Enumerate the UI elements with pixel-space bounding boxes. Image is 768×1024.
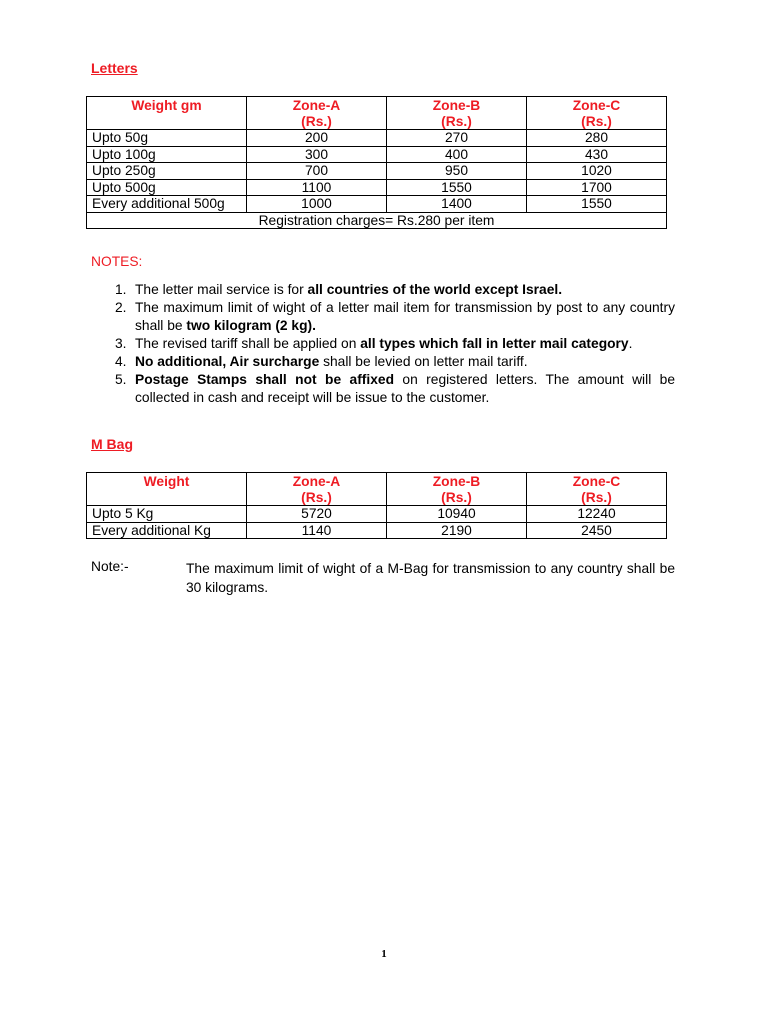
list-number: 5.	[115, 372, 127, 387]
list-item	[105, 299, 675, 335]
mbag-note-label: Note:-	[91, 559, 129, 574]
rate-cell: 1140	[247, 522, 387, 539]
rate-cell: 430	[527, 146, 667, 163]
table-row	[87, 163, 667, 180]
rate-cell: 700	[247, 163, 387, 180]
rate-cell: 1100	[247, 179, 387, 196]
weight-cell: Upto 100g	[87, 146, 247, 163]
note-text: The letter mail service is for	[135, 282, 308, 297]
registration-charges: Registration charges= Rs.280 per item	[87, 212, 667, 229]
rate-cell: 10940	[387, 506, 527, 523]
mbag-header-text: Zone-A	[292, 474, 341, 489]
list-number: 1.	[115, 282, 127, 297]
mbag-header-text: Zone-B	[432, 474, 481, 489]
note-emphasis: two kilogram (2 kg).	[186, 318, 316, 333]
note-text: The maximum limit of wight of a letter mail item for transmission by post to any country shall be	[135, 300, 675, 333]
letters-header-cell	[247, 97, 387, 130]
list-number: 4.	[115, 354, 127, 369]
table-row	[87, 179, 667, 196]
weight-cell: Every additional Kg	[87, 522, 247, 539]
note-text: .	[628, 336, 633, 351]
letters-header-text: Zone-B	[432, 98, 481, 113]
note-text: on registered letters. The amount will be collected in cash and receipt will be issue to the customer.	[135, 372, 676, 405]
list-number: 3.	[115, 336, 127, 351]
letters-header-cell	[527, 97, 667, 130]
notes-heading: NOTES:	[91, 254, 143, 269]
rate-cell: 280	[527, 130, 667, 147]
letters-header-cell	[387, 97, 527, 130]
table-row	[87, 522, 667, 539]
mbag-heading: M Bag	[91, 436, 133, 452]
mbag-header-cell	[387, 473, 527, 506]
list-item	[105, 335, 675, 353]
table-row	[87, 146, 667, 163]
note-text: shall be levied on letter mail tariff.	[319, 354, 528, 369]
mbag-header-text: Weight	[143, 474, 190, 489]
rate-cell: 1550	[387, 179, 527, 196]
rate-cell: 2190	[387, 522, 527, 539]
note-text: The revised tariff shall be applied on	[135, 336, 361, 351]
table-row	[87, 506, 667, 523]
mbag-header-text: (Rs.)	[441, 489, 472, 505]
list-item	[105, 281, 675, 299]
list-item	[105, 371, 675, 407]
weight-cell: Upto 50g	[87, 130, 247, 147]
mbag-header-cell	[87, 473, 247, 506]
mbag-header-cell	[247, 473, 387, 506]
table-footer-row	[87, 212, 667, 229]
note-emphasis: all countries of the world except Israel.	[307, 282, 563, 297]
mbag-header-text: (Rs.)	[301, 489, 332, 505]
mbag-header-row	[87, 473, 667, 506]
weight-cell: Every additional 500g	[87, 196, 247, 213]
rate-cell: 300	[247, 146, 387, 163]
mbag-header-text: Zone-C	[572, 474, 621, 489]
letters-header-text: Zone-A	[292, 98, 341, 113]
letters-header-cell	[87, 97, 247, 130]
rate-cell: 12240	[527, 506, 667, 523]
list-number: 2.	[115, 300, 127, 315]
weight-cell: Upto 5 Kg	[87, 506, 247, 523]
note-emphasis: No additional, Air surcharge	[135, 354, 320, 369]
letters-header-row	[87, 97, 667, 130]
rate-cell: 950	[387, 163, 527, 180]
rate-cell: 2450	[527, 522, 667, 539]
letters-tariff-table	[86, 96, 667, 229]
note-emphasis: Postage Stamps shall not be affixed	[135, 372, 395, 387]
rate-cell: 1700	[527, 179, 667, 196]
mbag-tariff-table	[86, 472, 667, 539]
list-item	[105, 353, 675, 371]
mbag-header-cell	[527, 473, 667, 506]
note-emphasis: all types which fall in letter mail category	[360, 336, 629, 351]
letters-header-text: (Rs.)	[581, 113, 612, 129]
letters-header-text: Zone-C	[572, 98, 621, 113]
table-row	[87, 130, 667, 147]
letters-header-text: Weight gm	[131, 98, 202, 113]
mbag-header-text: (Rs.)	[581, 489, 612, 505]
rate-cell: 200	[247, 130, 387, 147]
rate-cell: 1020	[527, 163, 667, 180]
rate-cell: 270	[387, 130, 527, 147]
rate-cell: 400	[387, 146, 527, 163]
table-row	[87, 196, 667, 213]
rate-cell: 5720	[247, 506, 387, 523]
mbag-note-text: The maximum limit of wight of a M-Bag for transmission to any country shall be 30 kilograms.	[186, 561, 675, 595]
notes-list	[105, 281, 675, 407]
rate-cell: 1000	[247, 196, 387, 213]
weight-cell: Upto 250g	[87, 163, 247, 180]
rate-cell: 1550	[527, 196, 667, 213]
rate-cell: 1400	[387, 196, 527, 213]
letters-heading: Letters	[91, 60, 138, 76]
page-number: 1	[381, 948, 387, 960]
letters-header-text: (Rs.)	[441, 113, 472, 129]
letters-header-text: (Rs.)	[301, 113, 332, 129]
weight-cell: Upto 500g	[87, 179, 247, 196]
